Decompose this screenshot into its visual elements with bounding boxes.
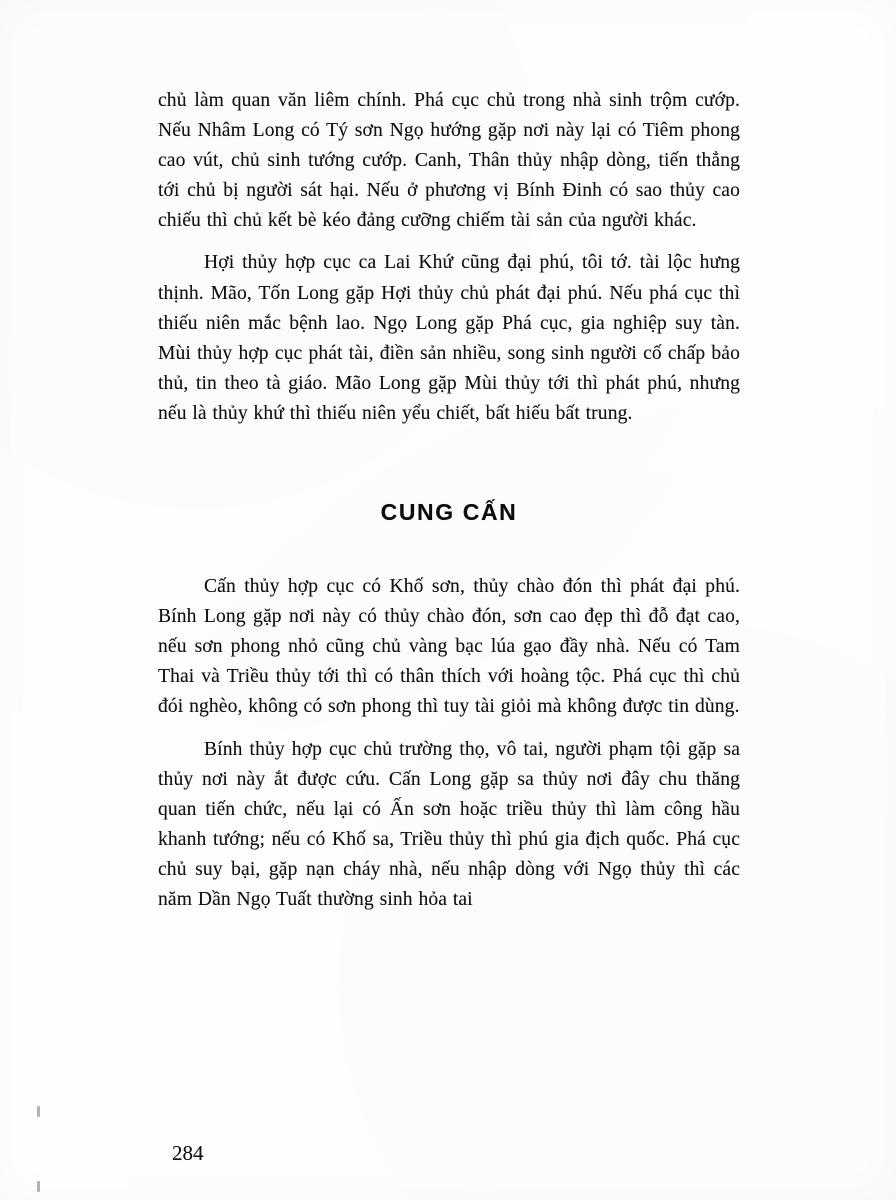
scan-artifact-mark-lower: [37, 1181, 40, 1192]
paragraph-spacer-2: [158, 723, 740, 735]
scan-artifact-mark-upper: [37, 1106, 40, 1117]
heading-spacer-bottom: [158, 526, 740, 572]
section-heading-cung-can: CUNG CẤN: [380, 499, 518, 526]
paragraph-2: Hợi thủy hợp cục ca Lai Khứ cũng đại phú, tôi tớ. tài lộc hưng thịnh. Mão, Tốn Long gặp Hợi thủy chủ phát đại phú. Nếu phá cục thì thiếu niên mắc bệnh lao. Ngọ Long gặp Phá cục, gia nghiệp suy tàn. Mùi thủy hợp cục phát tài, điền sản nhiều, song sinh người cố chấp bảo thủ, tin theo tà giáo. Mão Long gặp Mùi thủy tới thì phát phú, nhưng nếu là thủy khứ thì thiếu niên yểu chiết, bất hiếu bất trung.: [158, 252, 740, 424]
paragraph-spacer-1: [158, 236, 740, 248]
paragraph-4: Bính thủy hợp cục chủ trường thọ, vô tai, người phạm tội gặp sa thủy nơi này ắt được cứu. Cấn Long gặp sa thủy nơi đây chu thăng quan tiến chức, nếu lại có Ấn sơn hoặc triều thủy thì làm công hầu khanh tướng; nếu có Khố sa, Triều thủy thì phú gia địch quốc. Phá cục chủ suy bại, gặp nạn cháy nhà, nếu nhập dòng với Ngọ thủy thì các năm Dần Ngọ Tuất thường sinh hỏa tai: [158, 738, 740, 910]
page-number: 284: [172, 1141, 204, 1165]
page-text-block: [158, 86, 740, 915]
paragraph-1: chủ làm quan văn liêm chính. Phá cục chủ trong nhà sinh trộm cướp. Nếu Nhâm Long có Tý sơn Ngọ hướng gặp nơi này lại có Tiêm phong cao vút, chủ sinh tướng cướp. Canh, Thân thủy nhập dòng, tiến thẳng tới chủ bị người sát hại. Nếu ở phương vị Bính Đinh có sao thủy cao chiếu thì chủ kết bè kéo đảng cưỡng chiếm tài sản của người khác.: [158, 90, 740, 232]
paragraph-3: Cấn thủy hợp cục có Khố sơn, thủy chào đón thì phát đại phú. Bính Long gặp nơi này có thủy chào đón, sơn cao đẹp thì đỗ đạt cao, nếu sơn phong nhỏ cũng chủ vàng bạc lúa gạo đầy nhà. Nếu có Tam Thai và Triều thủy tới thì có thân thích với hoàng tộc. Phá cục thì chủ đói nghèo, không có sơn phong thì tuy tài giỏi mà không được tin dùng.: [158, 576, 740, 718]
heading-spacer-top: [158, 429, 740, 499]
